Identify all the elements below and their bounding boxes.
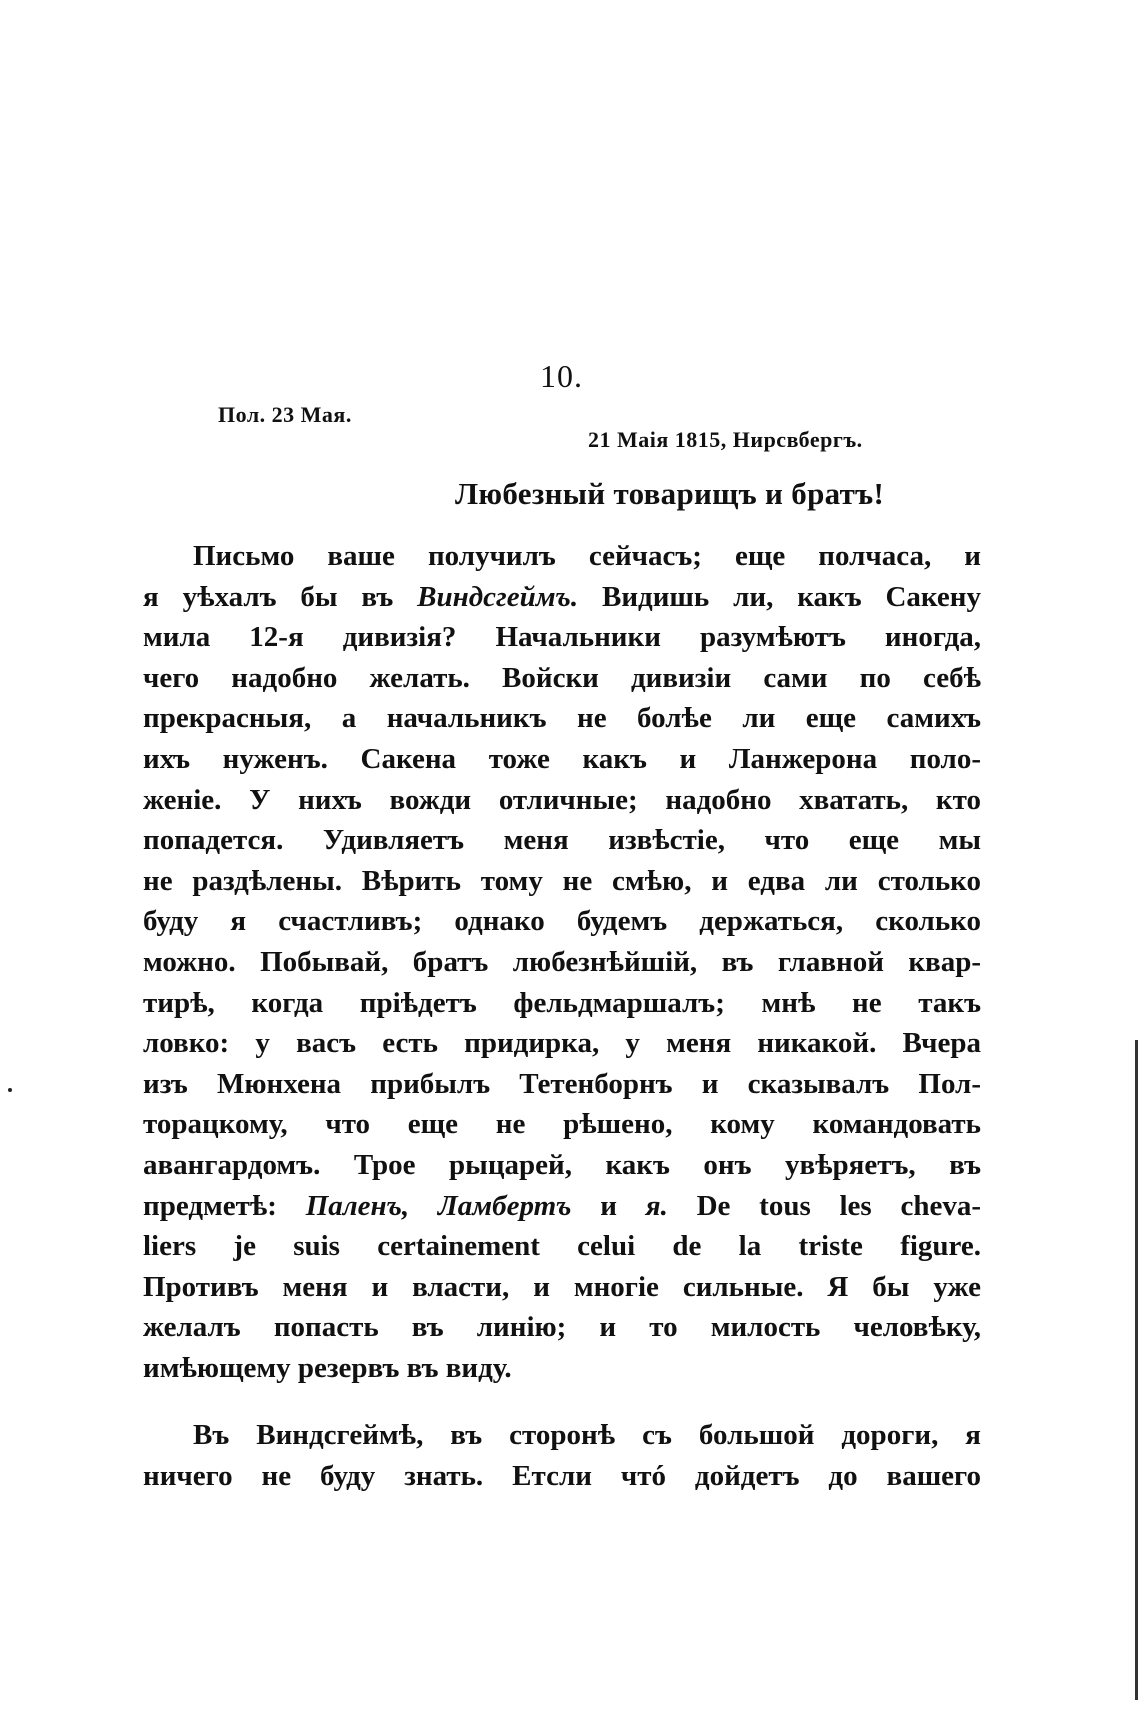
pronoun-italic: я. [645, 1189, 668, 1222]
text-line: авангардомъ. Трое рыцарей, какъ онъ увѣряетъ, въ [143, 1148, 981, 1181]
letter-paragraph-1 [143, 536, 981, 1388]
text-line: ихъ нуженъ. Сакена тоже какъ и Ланжерона поло- [143, 742, 981, 775]
text-line: торацкому, что еще не рѣшено, кому командовать [143, 1108, 981, 1141]
text-run: и [571, 1189, 646, 1222]
text-line: ловко: у васъ есть придирка, у меня никакой. Вчера [143, 1027, 981, 1060]
text-line: можно. Побывай, братъ любезнѣйшій, въ главной квар- [143, 945, 981, 978]
text-line: желалъ попасть въ линію; и то милость человѣку, [143, 1311, 981, 1344]
text-line: не раздѣлены. Вѣрить тому не смѣю, и едва ли столько [143, 864, 981, 897]
text-line: Письмо ваше получилъ сейчасъ; еще полчаса, и [193, 540, 981, 572]
text-run: Видишь ли, какъ Сакену [578, 580, 981, 613]
text-run: предметѣ: [143, 1189, 306, 1222]
text-line: чего надобно желать. Войски дивизіи сами по себѣ [143, 661, 981, 694]
text-line: имѣющему резервъ въ виду. [143, 1351, 512, 1384]
text-run: я уѣхалъ бы въ [143, 580, 418, 613]
letter-dateline: 21 Маія 1815, Нирсвбергъ. [588, 427, 863, 452]
margin-speck [8, 1088, 12, 1092]
letter-number: 10. [540, 358, 583, 394]
received-note: Пол. 23 Мая. [218, 402, 352, 427]
names-italic: Паленъ, Ламбертъ [305, 1189, 572, 1222]
text-line: прекрасныя, а начальникъ не болѣе ли еще самихъ [143, 702, 981, 735]
text-line: Въ Виндсгеймѣ, въ сторонѣ съ большой дороги, я [193, 1419, 981, 1451]
text-line: буду я счастливъ; однако будемъ держаться, сколько [143, 905, 981, 938]
text-run: De tous les cheva- [667, 1189, 981, 1222]
text-line: изъ Мюнхена прибылъ Тетенборнъ и сказывалъ Пол- [143, 1067, 981, 1100]
text-line: женіе. У нихъ вожди отличные; надобно хватать, кто [143, 783, 981, 816]
letter-salutation: Любезный товарищъ и братъ! [455, 476, 885, 511]
letter-paragraph-2 [143, 1415, 981, 1496]
text-line: мила 12-я дивизія? Начальники разумѣютъ иногда, [143, 621, 981, 654]
text-line: попадется. Удивляетъ меня извѣстіе, что еще мы [143, 824, 981, 857]
place-name-windsheim: Виндсгеймъ. [417, 580, 579, 613]
text-line: ничего не буду знать. Етсли чтó дойдетъ до вашего [143, 1459, 981, 1492]
scan-edge-line [1135, 1040, 1138, 1700]
text-line: тирѣ, когда пріѣдетъ фельдмаршалъ; мнѣ не такъ [143, 986, 981, 1019]
text-line [143, 577, 981, 618]
text-line: Противъ меня и власти, и многіе сильные. Я бы уже [143, 1270, 981, 1303]
text-line: liers je suis certainement celui de la triste figure. [143, 1230, 981, 1263]
text-line [143, 1186, 981, 1227]
